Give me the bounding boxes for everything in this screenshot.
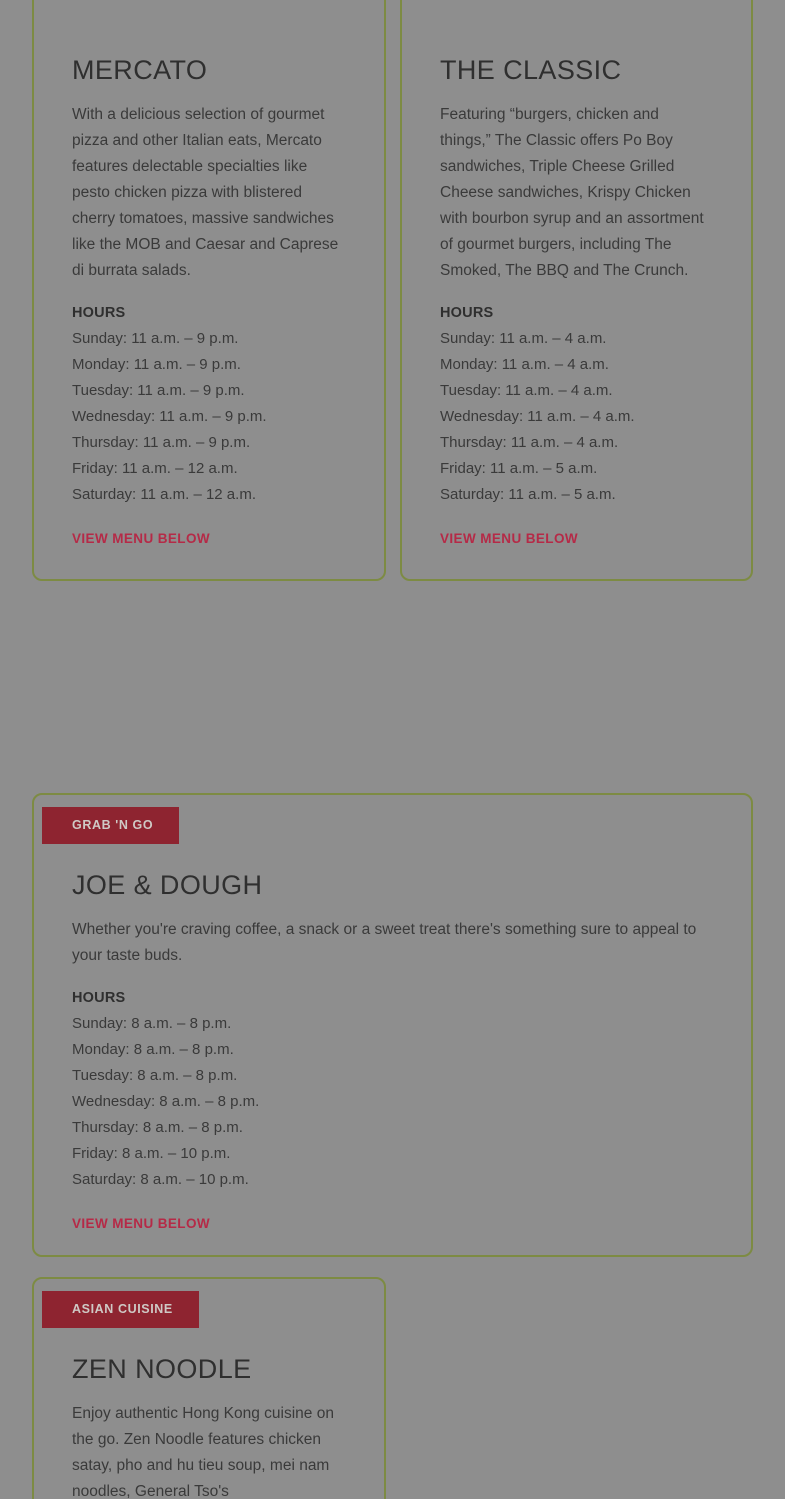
hours-row: Sunday: 8 a.m. – 8 p.m.	[72, 1014, 232, 1032]
hours-row: Friday: 11 a.m. – 12 a.m.	[72, 459, 238, 477]
card-badge: ASIAN CUISINE	[42, 1291, 199, 1328]
hours-row: Wednesday: 11 a.m. – 9 p.m.	[72, 407, 267, 425]
hours-row: Wednesday: 8 a.m. – 8 p.m.	[72, 1092, 260, 1110]
hours-row: Friday: 11 a.m. – 5 a.m.	[440, 459, 598, 477]
card-content	[34, 0, 384, 574]
hours-label: HOURS	[440, 304, 494, 321]
hours-row: Monday: 11 a.m. – 9 p.m.	[72, 355, 241, 373]
hours-list	[72, 1011, 713, 1193]
hours-label: HOURS	[72, 304, 126, 321]
hours-list	[440, 326, 713, 508]
card-content	[34, 795, 751, 1259]
card-content	[402, 0, 751, 574]
card-title: MERCATO	[72, 55, 208, 85]
card-description: Featuring “burgers, chicken and things,” The Classic offers Po Boy sandwiches, Triple Cheese Grilled Cheese sandwiches, Krispy Chicken with bourbon syrup and an assortment of gourmet burgers, including The Smoked, The BBQ and The Crunch.	[440, 105, 704, 279]
restaurant-card-mercato	[32, 0, 386, 581]
hours-row: Tuesday: 8 a.m. – 8 p.m.	[72, 1066, 238, 1084]
card-title: THE CLASSIC	[440, 55, 622, 85]
card-title: JOE & DOUGH	[72, 870, 263, 900]
hours-row: Saturday: 11 a.m. – 5 a.m.	[440, 485, 616, 503]
hours-row: Saturday: 11 a.m. – 12 a.m.	[72, 485, 256, 503]
card-description: Enjoy authentic Hong Kong cuisine on the go. Zen Noodle features chicken satay, pho and hu tieu soup, mei nam noodles, General Tso's	[72, 1404, 334, 1499]
card-badge: GRAB 'N GO	[42, 807, 179, 844]
view-menu-link[interactable]: VIEW MENU BELOW	[440, 530, 578, 546]
card-description: With a delicious selection of gourmet pizza and other Italian eats, Mercato features delectable specialties like pesto chicken pizza with blistered cherry tomatoes, massive sandwiches like the MOB and Caesar and Caprese di burrata salads.	[72, 105, 339, 279]
hours-row: Wednesday: 11 a.m. – 4 a.m.	[440, 407, 635, 425]
view-menu-link[interactable]: VIEW MENU BELOW	[72, 530, 210, 546]
restaurant-card-zen-noodle	[32, 1277, 386, 1499]
view-menu-link[interactable]: VIEW MENU BELOW	[72, 1215, 210, 1231]
hours-row: Tuesday: 11 a.m. – 4 a.m.	[440, 381, 613, 399]
hours-row: Friday: 8 a.m. – 10 p.m.	[72, 1144, 231, 1162]
hours-row: Sunday: 11 a.m. – 4 a.m.	[440, 329, 607, 347]
hours-row: Thursday: 8 a.m. – 8 p.m.	[72, 1118, 243, 1136]
hours-row: Thursday: 11 a.m. – 4 a.m.	[440, 433, 619, 451]
hours-row: Tuesday: 11 a.m. – 9 p.m.	[72, 381, 245, 399]
hours-label: HOURS	[72, 989, 126, 1006]
card-title: ZEN NOODLE	[72, 1354, 252, 1384]
hours-row: Monday: 8 a.m. – 8 p.m.	[72, 1040, 234, 1058]
card-description: Whether you're craving coffee, a snack or a sweet treat there's something sure to appeal to your taste buds.	[72, 920, 697, 964]
hours-row: Monday: 11 a.m. – 4 a.m.	[440, 355, 609, 373]
hours-list	[72, 326, 346, 508]
restaurant-card-joe-and-dough	[32, 793, 753, 1257]
hours-row: Sunday: 11 a.m. – 9 p.m.	[72, 329, 239, 347]
card-content	[34, 1279, 384, 1499]
hours-row: Saturday: 8 a.m. – 10 p.m.	[72, 1170, 249, 1188]
restaurant-card-the-classic	[400, 0, 753, 581]
hours-row: Thursday: 11 a.m. – 9 p.m.	[72, 433, 251, 451]
